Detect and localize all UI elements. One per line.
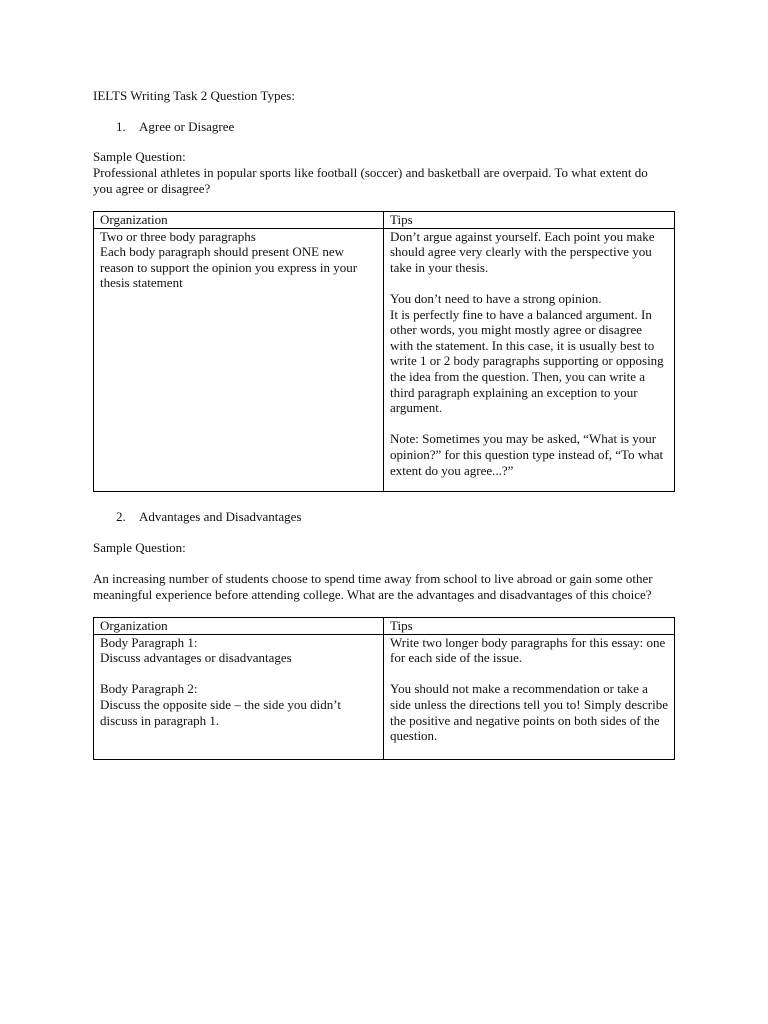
section-2-number: 2.: [116, 509, 126, 524]
table-header-tips: Tips: [384, 212, 675, 229]
tips-paragraph: You should not make a recommendation or take a side unless the directions tell you to! Simply describe the positive and negative points on both sides of the question.: [390, 681, 669, 744]
table-header-row: [94, 618, 675, 635]
section-1-question: Professional athletes in popular sports like football (soccer) and basketball are overpaid. To what extent do you agree or disagree?: [93, 165, 648, 196]
section-2-sample-label: Sample Question:: [93, 540, 186, 555]
organization-cell: [94, 228, 384, 491]
organization-line: Discuss the opposite side – the side you didn’t discuss in paragraph 1.: [100, 696, 341, 728]
section-2-title: Advantages and Disadvantages: [139, 509, 302, 524]
tips-paragraph: Don’t argue against yourself. Each point you make should agree very clearly with the perspective you take in your thesis.: [390, 228, 655, 275]
section-1-title: Agree or Disagree: [139, 119, 235, 134]
table-header-row: [94, 212, 675, 229]
section-2-question: An increasing number of students choose to spend time away from school to live abroad or gain some other meaningful experience before attending college. What are the advantages and disadvantages of this choice?: [93, 571, 653, 602]
tips-paragraph: It is perfectly fine to have a balanced argument. In other words, you might mostly agree or disagree with the statement. In this case, it is usually best to write 1 or 2 body paragraphs supporting or opposing the idea from the question. Then, you can write a third paragraph explaining an exception to your argument.: [390, 306, 664, 416]
table-header-tips: Tips: [384, 618, 675, 635]
organization-line: Body Paragraph 2:: [100, 681, 198, 697]
tips-note: Note: Sometimes you may be asked, “What is your opinion?” for this question type instead of, “To what extent do you agree...?”: [390, 431, 664, 478]
organization-cell: [94, 634, 384, 759]
table-row: [94, 634, 675, 759]
section-2-table: [93, 617, 675, 760]
section-1-sample-label: Sample Question:: [93, 149, 186, 164]
section-1-number: 1.: [116, 119, 126, 134]
organization-line: Two or three body paragraphs: [100, 228, 256, 244]
table-row: [94, 228, 675, 491]
organization-line: Each body paragraph should present ONE new reason to support the opinion you express in your thesis statement: [100, 244, 358, 291]
table-header-organization: Organization: [94, 618, 384, 635]
tips-paragraph: Write two longer body paragraphs for this essay: one for each side of the issue.: [390, 634, 666, 666]
tips-cell: [384, 634, 675, 759]
tips-paragraph: You don’t need to have a strong opinion.: [390, 290, 602, 306]
tips-cell: [384, 228, 675, 491]
organization-line: Body Paragraph 1:: [100, 634, 198, 650]
table-header-organization: Organization: [94, 212, 384, 229]
section-1-table: [93, 211, 675, 492]
organization-line: Discuss advantages or disadvantages: [100, 650, 292, 666]
document-heading: IELTS Writing Task 2 Question Types:: [93, 88, 295, 103]
